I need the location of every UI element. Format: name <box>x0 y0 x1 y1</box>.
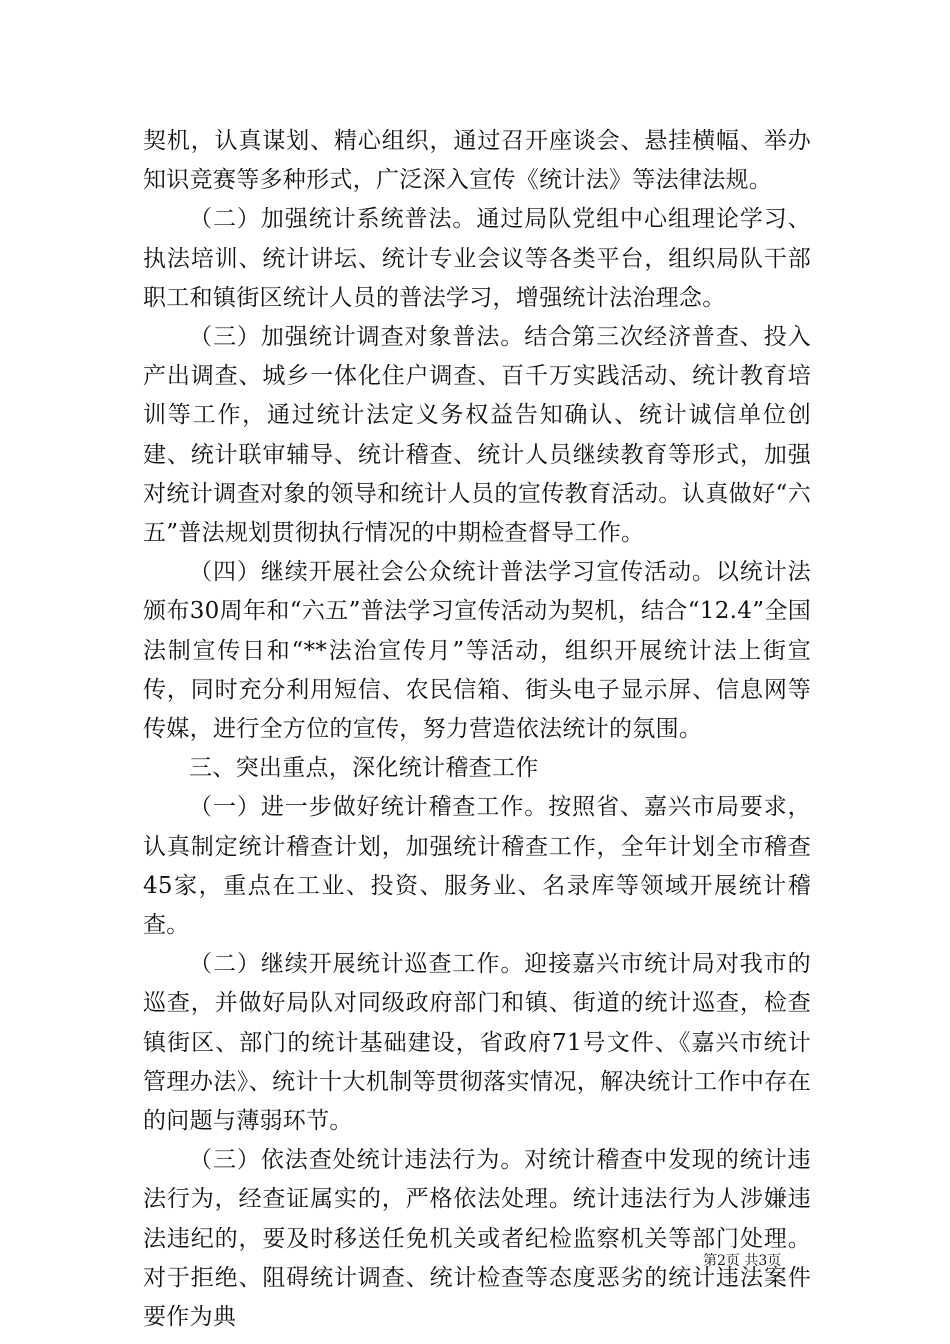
paragraph-system-law-education: （二）加强统计系统普法。通过局队党组中心组理论学习、执法培训、统计讲坛、统计专业会议等各类平台，组织局队干部职工和镇街区统计人员的普法学习，增强统计法治理念。 <box>143 206 811 311</box>
paragraph-survey-subject-law-education: （三）加强统计调查对象普法。结合第三次经济普查、投入产出调查、城乡一体化住户调查、百千万实践活动、统计教育培训等工作，通过统计法定义务权益告知确认、统计诚信单位创建、统计联审辅导、统计稽查、统计人员继续教育等形式，加强对统计调查对象的领导和统计人员的宣传教育活动。认真做好“六五”普法规划贯彻执行情况的中期检查督导工作。 <box>143 324 811 547</box>
paragraph-continuation: 契机，认真谋划、精心组织，通过召开座谈会、悬挂横幅、举办知识竞赛等多种形式，广泛深入宣传《统计法》等法律法规。 <box>143 128 811 194</box>
section-heading-audit: 三、突出重点，深化统计稽查工作 <box>189 755 539 782</box>
paragraph-statistical-inspection: （二）继续开展统计巡查工作。迎接嘉兴市统计局对我市的巡查，并做好局队对同级政府部门和镇、街道的统计巡查，检查镇街区、部门的统计基础建设，省政府71号文件、《嘉兴市统计管理办法》、统计十大机制等贯彻落实情况，解决统计工作中存在的问题与薄弱环节。 <box>143 951 811 1135</box>
paragraph-violation-handling: （三）依法查处统计违法行为。对统计稽查中发现的统计违法行为，经查证属实的，严格依法处理。统计违法行为人涉嫌违法违纪的，要及时移送任免机关或者纪检监察机关等部门处理。对于拒绝、阻碍统计调查、统计检查等态度恶劣的统计违法案件要作为典 <box>143 1147 811 1331</box>
page-number-footer: 第2页 共3页 <box>703 1253 782 1269</box>
paragraph-public-law-education: （四）继续开展社会公众统计普法学习宣传活动。以统计法颁布30周年和“六五”普法学习宣传活动为契机，结合“12.4”全国法制宣传日和“**法治宣传月”等活动，组织开展统计法上街宣传，同时充分利用短信、农民信箱、街头电子显示屏、信息网等传媒，进行全方位的宣传，努力营造依法统计的氛围。 <box>143 559 811 743</box>
document-body <box>143 122 811 1337</box>
paragraph-statistical-audit: （一）进一步做好统计稽查工作。按照省、嘉兴市局要求，认真制定统计稽查计划，加强统计稽查工作，全年计划全市稽查45家，重点在工业、投资、服务业、名录库等领域开展统计稽查。 <box>143 794 811 939</box>
